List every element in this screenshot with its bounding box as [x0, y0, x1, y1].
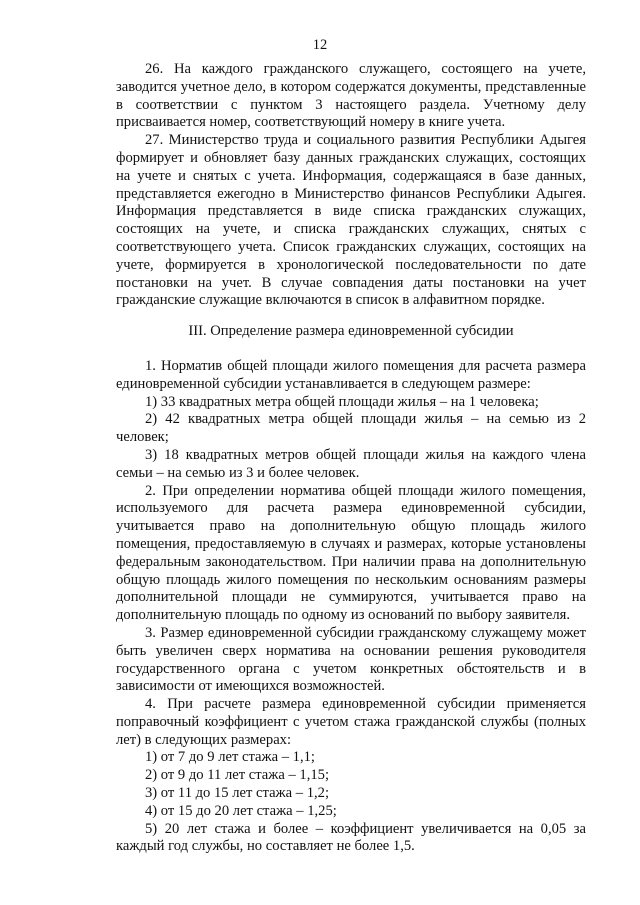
section-paragraph-4: 4. При расчете размера единовременной субсидии применяется поправочный коэффициент с учетом стажа гражданской службы (полных лет) в следующих размерах: — [116, 696, 586, 748]
paragraph-26: 26. На каждого гражданского служащего, состоящего на учете, заводится учетное дело, в котором содержатся документы, представленные в соответствии с пунктом 3 настоящего раздела. Учетному делу присваивается номер, соответствующий номеру в книге учета. — [116, 61, 586, 131]
list-item-4-5: 5) 20 лет стажа и более – коэффициент увеличивается на 0,05 за каждый год службы, но составляет не более 1,5. — [116, 820, 586, 855]
list-item-4-1: 1) от 7 до 9 лет стажа – 1,1; — [145, 749, 315, 766]
section-paragraph-1: 1. Норматив общей площади жилого помещения для расчета размера единовременной субсидии устанавливается в следующем размере: — [116, 357, 586, 392]
section-paragraph-2: 2. При определении норматива общей площади жилого помещения, используемого для расчета размера единовременной субсидии, учитывается право на дополнительную общую площадь жилого помещения, предоставляемую в случаях и размерах, которые установлены федеральным законодательством. При наличии права на дополнительную общую площадь жилого помещения по нескольким основаниям размеры дополнительной площади не суммируются, учитывается право на дополнительную площадь по одному из оснований по выбору заявителя. — [116, 482, 586, 624]
page-number: 12 — [312, 37, 328, 53]
list-item-1-3: 3) 18 квадратных метров общей площади жилья на каждого члена семьи – на семью из 3 и более человек. — [116, 446, 586, 481]
document-body — [116, 61, 586, 856]
list-item-1-1: 1) 33 квадратных метра общей площади жилья – на 1 человека; — [145, 393, 539, 410]
section-heading: III. Определение размера единовременной субсидии — [188, 323, 514, 340]
list-item-4-4: 4) от 15 до 20 лет стажа – 1,25; — [145, 802, 337, 819]
list-item-4-2: 2) от 9 до 11 лет стажа – 1,15; — [145, 767, 329, 784]
section-paragraph-3: 3. Размер единовременной субсидии гражданскому служащему может быть увеличен сверх норматива на основании решения руководителя государственного органа с учетом конкретных обстоятельств и в зависимости от имеющихся возможностей. — [116, 624, 586, 695]
paragraph-27: 27. Министерство труда и социального развития Республики Адыгея формирует и обновляет базу данных гражданских служащих, состоящих на учете и снятых с учета. Информация, содержащаяся в базе данных, представляется ежегодно в Министерство финансов Республики Адыгея. Информация представляется в виде списка гражданских служащих, состоящих на учете, и списка гражданских служащих, снятых с соответствующего учета. Список гражданских служащих, состоящих на учете, формируется в хронологической последовательности по дате постановки на учет. В случае совпадения даты постановки на учет гражданские служащие включаются в список в алфавитном порядке. — [116, 132, 586, 309]
list-item-4-3: 3) от 11 до 15 лет стажа – 1,2; — [145, 785, 329, 802]
list-item-1-2: 2) 42 квадратных метра общей площади жилья – на семью из 2 человек; — [116, 411, 586, 446]
